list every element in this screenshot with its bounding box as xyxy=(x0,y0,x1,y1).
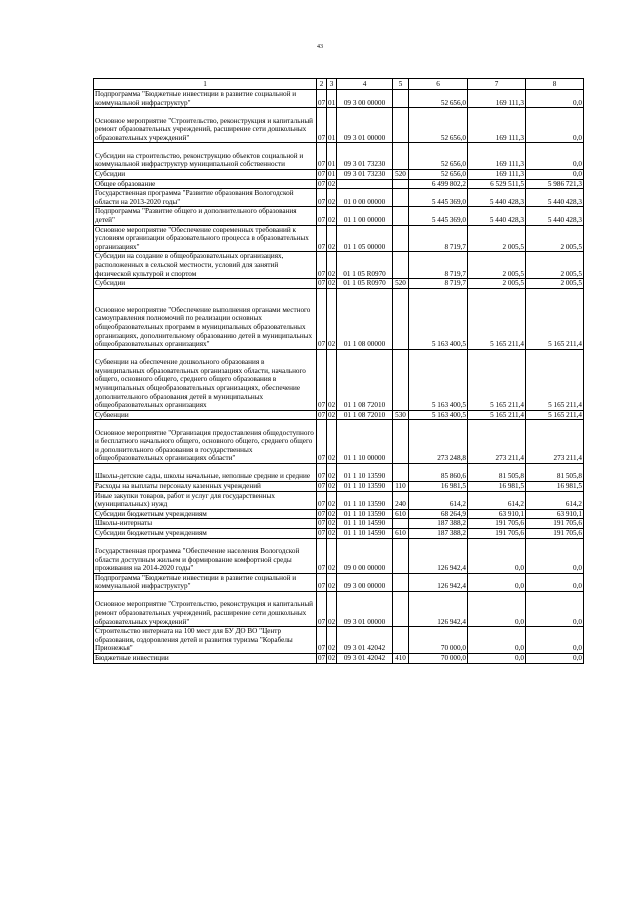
amount-year1-cell: 52 656,0 xyxy=(409,108,468,143)
amount-year1-cell: 52 656,0 xyxy=(409,143,468,170)
target-article-cell: 09 0 00 00000 xyxy=(337,538,393,573)
table-row xyxy=(94,509,584,519)
expense-type-cell xyxy=(393,108,409,143)
target-article-cell: 01 1 08 72010 xyxy=(337,410,393,420)
amount-year2-cell: 0,0 xyxy=(468,653,526,663)
target-article-cell: 09 3 01 42042 xyxy=(337,653,393,663)
subsection-code-cell: 02 xyxy=(327,288,337,349)
amount-year2-cell: 16 981,5 xyxy=(468,482,526,492)
target-article-cell: 09 3 01 73230 xyxy=(337,143,393,170)
amount-year3-cell: 63 910,1 xyxy=(526,509,584,519)
expense-type-cell xyxy=(393,207,409,225)
amount-year1-cell: 273 248,8 xyxy=(409,420,468,464)
target-article-cell: 09 3 00 00000 xyxy=(337,573,393,591)
target-article-cell: 01 1 10 13590 xyxy=(337,482,393,492)
row-name-cell: Субсидии бюджетным учреждениям xyxy=(94,509,317,519)
table-row xyxy=(94,179,584,189)
table-row xyxy=(94,519,584,529)
amount-year2-cell: 0,0 xyxy=(468,573,526,591)
expense-type-cell xyxy=(393,252,409,279)
amount-year1-cell: 52 656,0 xyxy=(409,90,468,108)
amount-year1-cell: 68 264,9 xyxy=(409,509,468,519)
target-article-cell: 01 1 10 00000 xyxy=(337,420,393,464)
target-article-cell: 09 3 01 00000 xyxy=(337,108,393,143)
amount-year2-cell: 0,0 xyxy=(468,592,526,627)
amount-year1-cell: 8 719,7 xyxy=(409,279,468,289)
section-code-cell: 07 xyxy=(318,410,326,419)
subsection-code-cell: 02 xyxy=(328,509,336,518)
amount-year3-cell: 191 705,6 xyxy=(526,529,584,539)
amount-year2-cell: 169 111,3 xyxy=(468,169,526,179)
amount-year2-cell: 5 440 428,3 xyxy=(468,189,526,207)
section-code-cell: 07 xyxy=(318,509,326,518)
expense-type-cell xyxy=(393,519,409,529)
target-article-cell: 09 3 01 42042 xyxy=(337,627,393,654)
table-row xyxy=(94,279,584,289)
amount-year2-cell: 5 165 211,4 xyxy=(468,349,526,410)
row-name-cell: Подпрограмма "Развитие общего и дополнительного образования детей" xyxy=(94,207,317,225)
row-name-cell: Основное мероприятие "Строительство, реконструкция и капитальный ремонт образовательных учреждений, расширение сети дошкольных образовательных учреждений" xyxy=(94,592,317,627)
subsection-code-cell: 02 xyxy=(328,519,336,528)
amount-year2-cell: 191 705,6 xyxy=(468,529,526,539)
subsection-code-cell: 01 xyxy=(327,143,337,170)
amount-year1-cell: 187 388,2 xyxy=(409,519,468,529)
amount-year2-cell: 273 211,4 xyxy=(468,420,526,464)
row-name-cell: Государственная программа "Развитие образования Вологодской области на 2013-2020 годы" xyxy=(94,189,317,207)
subsection-code-cell: 01 xyxy=(328,169,336,178)
table-row xyxy=(94,592,584,627)
header-cell: 3 xyxy=(327,79,337,90)
expense-type-cell: 520 xyxy=(393,279,409,289)
amount-year2-cell: 0,0 xyxy=(468,627,526,654)
target-article-cell: 01 1 08 00000 xyxy=(337,288,393,349)
header-cell: 1 xyxy=(94,79,317,90)
header-cell: 7 xyxy=(468,79,526,90)
amount-year1-cell: 5 163 400,5 xyxy=(409,410,468,420)
row-name-cell: Основное мероприятие "Организация предоставления общедоступного и бесплатного начального общего, основного общего, среднего общего и дополнительного образования в государственных общеобразовательных организациях области" xyxy=(94,420,317,464)
row-name-cell: Основное мероприятие "Обеспечение выполнения органами местного самоуправления полномочий по реализации основных общеобразовательных программ в муниципальных образовательных организациях, дополнительному образованию детей в муниципальных общеобразовательных организациях" xyxy=(94,288,317,349)
expense-type-cell xyxy=(393,179,409,189)
target-article-cell: 01 1 10 13590 xyxy=(337,491,393,509)
table-row xyxy=(94,491,584,509)
section-code-cell: 07 xyxy=(318,279,326,288)
amount-year2-cell: 2 005,5 xyxy=(468,225,526,252)
amount-year2-cell: 5 165 211,4 xyxy=(468,410,526,420)
expense-type-cell: 530 xyxy=(393,410,409,420)
target-article-cell: 01 1 08 72010 xyxy=(337,349,393,410)
section-code-cell: 07 xyxy=(318,529,326,538)
header-cell: 4 xyxy=(337,79,393,90)
row-name-cell: Общее образование xyxy=(94,179,317,189)
subsection-code-cell: 02 xyxy=(327,189,337,207)
target-article-cell: 01 1 10 14590 xyxy=(337,529,393,539)
amount-year3-cell: 0,0 xyxy=(526,627,584,654)
amount-year3-cell: 81 505,8 xyxy=(526,464,584,482)
row-name-cell: Подпрограмма "Бюджетные инвестиции в развитие социальной и коммунальной инфраструктур" xyxy=(94,90,317,108)
table-row xyxy=(94,349,584,410)
section-code-cell: 07 xyxy=(318,519,326,528)
target-article-cell: 01 1 10 13590 xyxy=(337,464,393,482)
table-row xyxy=(94,420,584,464)
amount-year1-cell: 8 719,7 xyxy=(409,225,468,252)
amount-year2-cell: 2 005,5 xyxy=(468,279,526,289)
section-code-cell: 07 xyxy=(317,420,327,464)
expense-type-cell: 610 xyxy=(393,529,409,539)
expense-type-cell xyxy=(393,627,409,654)
subsection-code-cell: 02 xyxy=(328,529,336,538)
amount-year1-cell: 5 445 369,0 xyxy=(409,207,468,225)
amount-year3-cell: 0,0 xyxy=(526,538,584,573)
subsection-code-cell: 02 xyxy=(328,653,336,662)
amount-year1-cell: 70 000,0 xyxy=(409,653,468,663)
row-name-cell: Расходы на выплаты персоналу казенных учреждений xyxy=(94,482,317,492)
budget-table xyxy=(93,78,584,664)
subsection-code-cell: 02 xyxy=(328,179,336,188)
expense-type-cell xyxy=(393,592,409,627)
row-name-cell: Бюджетные инвестиции xyxy=(94,653,317,663)
subsection-code-cell: 02 xyxy=(328,410,336,419)
amount-year1-cell: 85 860,6 xyxy=(409,464,468,482)
expense-type-cell xyxy=(393,288,409,349)
amount-year3-cell: 273 211,4 xyxy=(526,420,584,464)
expense-type-cell xyxy=(393,90,409,108)
section-code-cell: 07 xyxy=(317,592,327,627)
amount-year1-cell: 126 942,4 xyxy=(409,538,468,573)
table-row xyxy=(94,288,584,349)
expense-type-cell: 110 xyxy=(393,482,409,492)
target-article-cell: 01 1 05 00000 xyxy=(337,225,393,252)
amount-year3-cell: 5 986 721,3 xyxy=(526,179,584,189)
table-row xyxy=(94,410,584,420)
section-code-cell: 07 xyxy=(318,653,326,662)
section-code-cell: 07 xyxy=(317,627,327,654)
expense-type-cell xyxy=(393,349,409,410)
subsection-code-cell: 02 xyxy=(327,573,337,591)
table-row xyxy=(94,90,584,108)
table-row xyxy=(94,573,584,591)
row-name-cell: Субвенции на обеспечение дошкольного образования в муниципальных образовательных организациях области, начального общего, основного общего, среднего общего образования в муниципальных общеобразовательных организациях, обеспечение дополнительного образования детей в муниципальных общеобразовательных организациях xyxy=(94,349,317,410)
page-number: 43 xyxy=(317,44,323,50)
header-cell: 2 xyxy=(317,79,327,90)
table-row xyxy=(94,529,584,539)
expense-type-cell: 610 xyxy=(393,509,409,519)
row-name-cell: Субвенции xyxy=(94,410,317,420)
table-row xyxy=(94,482,584,492)
amount-year3-cell: 0,0 xyxy=(526,108,584,143)
table-row xyxy=(94,169,584,179)
expense-type-cell xyxy=(393,225,409,252)
amount-year2-cell: 63 910,1 xyxy=(468,509,526,519)
amount-year3-cell: 0,0 xyxy=(526,573,584,591)
section-code-cell: 07 xyxy=(317,189,327,207)
section-code-cell: 07 xyxy=(317,538,327,573)
section-code-cell: 07 xyxy=(317,573,327,591)
amount-year2-cell: 6 529 511,5 xyxy=(468,179,526,189)
table-row xyxy=(94,653,584,663)
header-cell: 8 xyxy=(526,79,584,90)
amount-year2-cell: 5 165 211,4 xyxy=(468,288,526,349)
table-row xyxy=(94,143,584,170)
expense-type-cell: 520 xyxy=(393,169,409,179)
target-article-cell: 01 1 00 00000 xyxy=(337,207,393,225)
table-row xyxy=(94,252,584,279)
amount-year2-cell: 169 111,3 xyxy=(468,108,526,143)
section-code-cell: 07 xyxy=(317,90,327,108)
subsection-code-cell: 02 xyxy=(327,420,337,464)
expense-type-cell xyxy=(393,464,409,482)
table-row xyxy=(94,189,584,207)
section-code-cell: 07 xyxy=(318,179,326,188)
amount-year3-cell: 16 981,5 xyxy=(526,482,584,492)
amount-year2-cell: 191 705,6 xyxy=(468,519,526,529)
target-article-cell: 09 3 00 00000 xyxy=(337,90,393,108)
section-code-cell: 07 xyxy=(318,482,326,491)
section-code-cell: 07 xyxy=(317,143,327,170)
table-row xyxy=(94,108,584,143)
amount-year3-cell: 0,0 xyxy=(526,169,584,179)
expense-type-cell xyxy=(393,143,409,170)
amount-year1-cell: 614,2 xyxy=(409,491,468,509)
subsection-code-cell: 02 xyxy=(327,225,337,252)
subsection-code-cell: 02 xyxy=(327,538,337,573)
amount-year2-cell: 169 111,3 xyxy=(468,143,526,170)
expense-type-cell xyxy=(393,189,409,207)
amount-year3-cell: 0,0 xyxy=(526,653,584,663)
section-code-cell: 07 xyxy=(318,169,326,178)
target-article-cell: 01 1 10 14590 xyxy=(337,519,393,529)
row-name-cell: Субсидии бюджетным учреждениям xyxy=(94,529,317,539)
table-row xyxy=(94,464,584,482)
amount-year2-cell: 614,2 xyxy=(468,491,526,509)
section-code-cell: 07 xyxy=(317,288,327,349)
row-name-cell: Субсидии на строительство, реконструкцию объектов социальной и коммунальной инфраструктур муниципальной собственности xyxy=(94,143,317,170)
section-code-cell: 07 xyxy=(317,252,327,279)
subsection-code-cell: 02 xyxy=(327,627,337,654)
header-row xyxy=(94,79,584,90)
table-body xyxy=(94,90,584,664)
target-article-cell xyxy=(337,179,393,189)
amount-year3-cell: 5 165 211,4 xyxy=(526,349,584,410)
subsection-code-cell: 02 xyxy=(327,252,337,279)
row-name-cell: Школы-детские сады, школы начальные, неполные средние и средние xyxy=(94,464,317,482)
row-name-cell: Субсидии xyxy=(94,279,317,289)
section-code-cell: 07 xyxy=(317,464,327,482)
row-name-cell: Государственная программа "Обеспечение населения Вологодской области доступным жильем и формирование комфортной среды проживания на 2014-2020 годы" xyxy=(94,538,317,573)
row-name-cell: Иные закупки товаров, работ и услуг для государственных (муниципальных) нужд xyxy=(94,491,317,509)
amount-year1-cell: 8 719,7 xyxy=(409,252,468,279)
amount-year3-cell: 2 005,5 xyxy=(526,225,584,252)
subsection-code-cell: 01 xyxy=(327,108,337,143)
section-code-cell: 07 xyxy=(317,491,327,509)
subsection-code-cell: 02 xyxy=(327,349,337,410)
table-row xyxy=(94,627,584,654)
target-article-cell: 01 1 10 13590 xyxy=(337,509,393,519)
amount-year3-cell: 5 440 428,3 xyxy=(526,189,584,207)
expense-type-cell: 410 xyxy=(393,653,409,663)
section-code-cell: 07 xyxy=(317,349,327,410)
row-name-cell: Субсидии на создание в общеобразовательных организациях, расположенных в сельской местности, условий для занятий физической культурой и спортом xyxy=(94,252,317,279)
amount-year3-cell: 0,0 xyxy=(526,90,584,108)
subsection-code-cell: 02 xyxy=(327,464,337,482)
target-article-cell: 01 0 00 00000 xyxy=(337,189,393,207)
amount-year1-cell: 126 942,4 xyxy=(409,573,468,591)
amount-year2-cell: 81 505,8 xyxy=(468,464,526,482)
amount-year1-cell: 5 163 400,5 xyxy=(409,288,468,349)
expense-type-cell: 240 xyxy=(393,491,409,509)
amount-year2-cell: 0,0 xyxy=(468,538,526,573)
amount-year1-cell: 126 942,4 xyxy=(409,592,468,627)
amount-year3-cell: 5 165 211,4 xyxy=(526,410,584,420)
amount-year3-cell: 191 705,6 xyxy=(526,519,584,529)
amount-year3-cell: 2 005,5 xyxy=(526,252,584,279)
amount-year2-cell: 2 005,5 xyxy=(468,252,526,279)
amount-year1-cell: 6 499 802,2 xyxy=(409,179,468,189)
expense-type-cell xyxy=(393,538,409,573)
amount-year2-cell: 5 440 428,3 xyxy=(468,207,526,225)
subsection-code-cell: 02 xyxy=(328,279,336,288)
table-row xyxy=(94,225,584,252)
section-code-cell: 07 xyxy=(317,225,327,252)
target-article-cell: 09 3 01 73230 xyxy=(337,169,393,179)
amount-year3-cell: 2 005,5 xyxy=(526,279,584,289)
table-row xyxy=(94,207,584,225)
row-name-cell: Основное мероприятие "Строительство, реконструкция и капитальный ремонт образовательных учреждений, расширение сети дошкольных образовательных учреждений" xyxy=(94,108,317,143)
row-name-cell: Школы-интернаты xyxy=(94,519,317,529)
amount-year1-cell: 187 388,2 xyxy=(409,529,468,539)
amount-year1-cell: 52 656,0 xyxy=(409,169,468,179)
row-name-cell: Основное мероприятие "Обеспечение современных требований к условиям организации образовательного процесса в образовательных организациях" xyxy=(94,225,317,252)
subsection-code-cell: 02 xyxy=(327,592,337,627)
amount-year3-cell: 614,2 xyxy=(526,491,584,509)
table-row xyxy=(94,538,584,573)
amount-year2-cell: 169 111,3 xyxy=(468,90,526,108)
amount-year3-cell: 5 165 211,4 xyxy=(526,288,584,349)
amount-year1-cell: 16 981,5 xyxy=(409,482,468,492)
amount-year3-cell: 0,0 xyxy=(526,592,584,627)
expense-type-cell xyxy=(393,420,409,464)
target-article-cell: 09 3 01 00000 xyxy=(337,592,393,627)
header-cell: 5 xyxy=(393,79,409,90)
subsection-code-cell: 02 xyxy=(328,482,336,491)
subsection-code-cell: 02 xyxy=(327,207,337,225)
target-article-cell: 01 1 05 R0970 xyxy=(337,252,393,279)
amount-year1-cell: 5 163 400,5 xyxy=(409,349,468,410)
section-code-cell: 07 xyxy=(317,207,327,225)
amount-year3-cell: 0,0 xyxy=(526,143,584,170)
row-name-cell: Строительство интерната на 100 мест для БУ ДО ВО "Центр образования, оздоровления детей и развития туризма "Корабелы Прионежья" xyxy=(94,627,317,654)
row-name-cell: Подпрограмма "Бюджетные инвестиции в развитие социальной и коммунальной инфраструктур" xyxy=(94,573,317,591)
amount-year3-cell: 5 440 428,3 xyxy=(526,207,584,225)
subsection-code-cell: 02 xyxy=(327,491,337,509)
amount-year1-cell: 70 000,0 xyxy=(409,627,468,654)
expense-type-cell xyxy=(393,573,409,591)
amount-year1-cell: 5 445 369,0 xyxy=(409,189,468,207)
section-code-cell: 07 xyxy=(317,108,327,143)
row-name-cell: Субсидии xyxy=(94,169,317,179)
subsection-code-cell: 01 xyxy=(327,90,337,108)
header-cell: 6 xyxy=(409,79,468,90)
target-article-cell: 01 1 05 R0970 xyxy=(337,279,393,289)
